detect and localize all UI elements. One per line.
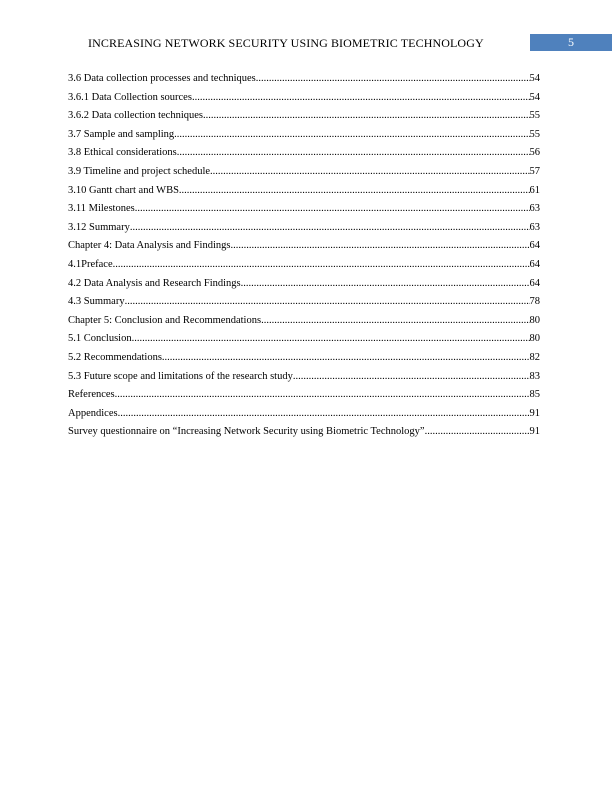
toc-entry-label: 3.10 Gantt chart and WBS [68, 184, 179, 196]
toc-dot-leader [132, 330, 530, 349]
toc-dot-leader [241, 275, 530, 294]
toc-entry-label: 3.6.2 Data collection techniques [68, 110, 203, 122]
toc-entry[interactable] [68, 182, 540, 201]
toc-entry-label: References [68, 389, 115, 401]
toc-entry-label: Chapter 5: Conclusion and Recommendations [68, 314, 262, 326]
toc-dot-leader [230, 237, 529, 256]
toc-entry-page: 80 [529, 333, 540, 345]
toc-entry-label: 3.11 Milestones [68, 203, 135, 215]
toc-entry-label: 3.8 Ethical considerations [68, 147, 177, 159]
toc-entry-page: 55 [529, 128, 540, 140]
toc-dot-leader [162, 349, 530, 368]
running-header-title: INCREASING NETWORK SECURITY USING BIOMETRIC TECHNOLOGY [88, 36, 484, 50]
toc-dot-leader [425, 423, 530, 442]
toc-entry-page: 64 [529, 240, 540, 252]
toc-entry[interactable] [68, 126, 540, 145]
toc-entry-page: 64 [529, 258, 540, 270]
toc-entry-label: 4.1Preface [68, 258, 113, 270]
toc-dot-leader [115, 386, 530, 405]
toc-dot-leader [256, 70, 530, 89]
toc-entry-label: 4.3 Summary [68, 296, 125, 308]
toc-entry[interactable] [68, 256, 540, 275]
toc-dot-leader [177, 144, 530, 163]
page-number: 5 [568, 35, 574, 49]
toc-entry-label: Survey questionnaire on “Increasing Network Security using Biometric Technology” [68, 426, 425, 438]
toc-dot-leader [113, 256, 530, 275]
toc-entry[interactable] [68, 330, 540, 349]
toc-entry-label: 3.12 Summary [68, 221, 130, 233]
page-number-badge [530, 34, 612, 51]
toc-entry[interactable] [68, 423, 540, 442]
toc-entry[interactable] [68, 349, 540, 368]
toc-entry-page: 55 [529, 110, 540, 122]
toc-entry-page: 57 [529, 165, 540, 177]
toc-entry-label: 4.2 Data Analysis and Research Findings [68, 277, 241, 289]
toc-entry-page: 91 [529, 407, 540, 419]
toc-entry-label: 3.9 Timeline and project schedule [68, 165, 211, 177]
toc-dot-leader [174, 126, 529, 145]
toc-entry-label: 5.3 Future scope and limitations of the research study [68, 370, 293, 382]
toc-entry-page: 78 [529, 296, 540, 308]
toc-dot-leader [179, 182, 530, 201]
toc-entry-page: 64 [529, 277, 540, 289]
toc-entry-label: Appendices [68, 407, 118, 419]
toc-entry[interactable] [68, 386, 540, 405]
toc-entry[interactable] [68, 368, 540, 387]
toc-entry[interactable] [68, 405, 540, 424]
toc-entry-page: 54 [529, 73, 540, 84]
table-of-contents [68, 70, 540, 442]
toc-dot-leader [192, 89, 530, 108]
toc-entry-page: 63 [529, 221, 540, 233]
toc-dot-leader [125, 293, 530, 312]
toc-dot-leader [261, 312, 529, 331]
toc-entry[interactable] [68, 163, 540, 182]
toc-dot-leader [118, 405, 530, 424]
toc-dot-leader [203, 107, 530, 126]
toc-entry-label: 5.1 Conclusion [68, 333, 132, 345]
toc-dot-leader [130, 219, 530, 238]
toc-dot-leader [210, 163, 529, 182]
toc-entry[interactable] [68, 237, 540, 256]
toc-entry-label: 5.2 Recommendations [68, 351, 162, 363]
toc-entry[interactable] [68, 275, 540, 294]
toc-entry-label: 3.7 Sample and sampling [68, 128, 175, 140]
toc-entry-page: 54 [529, 91, 540, 103]
toc-entry-page: 80 [529, 314, 540, 326]
toc-entry[interactable] [68, 107, 540, 126]
toc-entry[interactable] [68, 89, 540, 108]
page-header [0, 34, 612, 52]
toc-entry[interactable] [68, 312, 540, 331]
toc-entry-page: 56 [529, 147, 540, 159]
toc-dot-leader [135, 200, 530, 219]
toc-entry-page: 83 [529, 370, 540, 382]
toc-entry-page: 85 [529, 389, 540, 401]
toc-entry[interactable] [68, 200, 540, 219]
toc-entry[interactable] [68, 144, 540, 163]
toc-entry-page: 82 [529, 351, 540, 363]
toc-entry-page: 91 [529, 426, 540, 438]
toc-entry[interactable] [68, 219, 540, 238]
toc-entry-label: 3.6 Data collection processes and techniques [68, 73, 256, 84]
toc-dot-leader [293, 368, 530, 387]
toc-entry-label: 3.6.1 Data Collection sources [68, 91, 192, 103]
toc-entry-page: 61 [529, 184, 540, 196]
toc-entry[interactable] [68, 293, 540, 312]
toc-entry-label: Chapter 4: Data Analysis and Findings [68, 240, 231, 252]
toc-entry-page: 63 [529, 203, 540, 215]
toc-entry[interactable] [68, 70, 540, 89]
